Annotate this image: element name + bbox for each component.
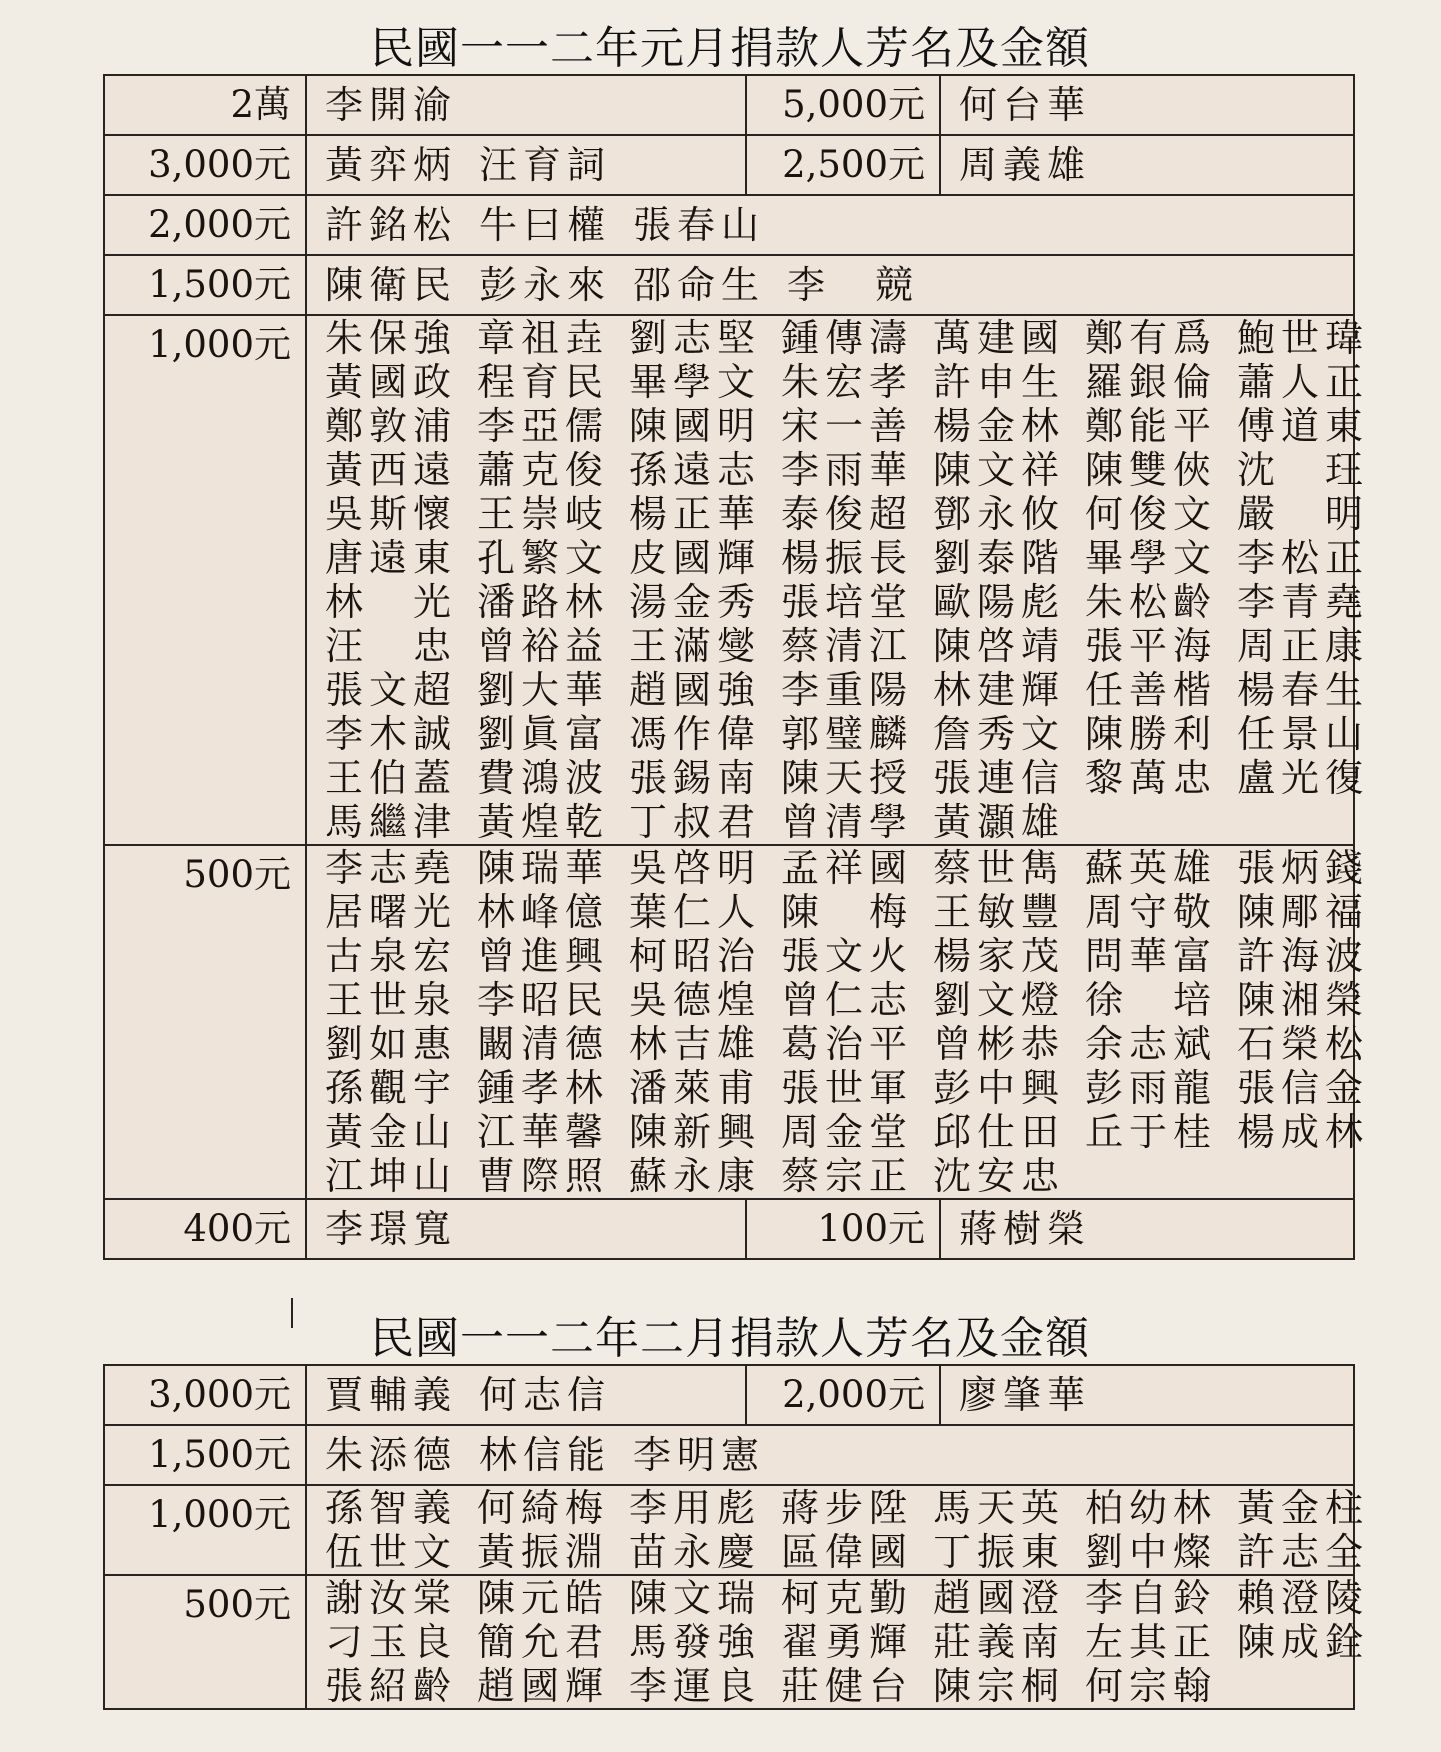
donor-name: 李開渝 bbox=[325, 83, 458, 127]
donor-name: 泰俊超 bbox=[781, 492, 914, 536]
donor-name: 李昭民 bbox=[477, 978, 610, 1022]
donor-name: 畢學文 bbox=[1085, 536, 1218, 580]
donor-name: 張文火 bbox=[781, 934, 914, 978]
donor-name: 孫遠志 bbox=[629, 448, 762, 492]
donor-name: 鍾傳濤 bbox=[781, 316, 914, 360]
donor-name: 陳勝利 bbox=[1085, 712, 1218, 756]
donor-name: 黃國政 bbox=[325, 360, 458, 404]
donor-name: 謝汝棠 bbox=[325, 1576, 458, 1620]
donor-name: 孫智義 bbox=[325, 1486, 458, 1530]
donor-name: 宋一善 bbox=[781, 404, 914, 448]
february-title: 民國一一二年二月捐款人芳名及金額 bbox=[370, 1313, 1090, 1364]
names-grid bbox=[325, 1576, 1370, 1708]
donor-name: 張培堂 bbox=[781, 580, 914, 624]
donor-name: 孔繁文 bbox=[477, 536, 610, 580]
donor-name: 柯克勤 bbox=[781, 1576, 914, 1620]
donor-name: 詹秀文 bbox=[933, 712, 1066, 756]
amount-cell: 5,000元 bbox=[747, 76, 941, 134]
donor-name: 王滿燮 bbox=[629, 624, 762, 668]
donor-name: 畢學文 bbox=[629, 360, 762, 404]
donor-name: 張文超 bbox=[325, 668, 458, 712]
donor-name: 皮國輝 bbox=[629, 536, 762, 580]
donor-name: 嚴 明 bbox=[1237, 492, 1370, 536]
donor-name: 林信能 bbox=[479, 1433, 612, 1477]
names-list bbox=[307, 1200, 747, 1258]
donor-name: 楊金林 bbox=[933, 404, 1066, 448]
table-row bbox=[104, 1575, 1354, 1709]
donor-name: 林峰億 bbox=[477, 890, 610, 934]
donor-name: 王敏豐 bbox=[933, 890, 1066, 934]
donor-name: 賴澄陵 bbox=[1237, 1576, 1370, 1620]
donor-name: 黃弈炳 bbox=[325, 143, 458, 187]
donor-name: 彭雨龍 bbox=[1085, 1066, 1218, 1110]
donor-name: 楊振長 bbox=[781, 536, 914, 580]
donor-name: 劉志堅 bbox=[629, 316, 762, 360]
amount-cell: 400元 bbox=[104, 1199, 306, 1259]
donor-name: 蔡宗正 bbox=[781, 1154, 914, 1198]
amount-cell: 2,000元 bbox=[747, 1366, 941, 1424]
donor-name: 趙國強 bbox=[629, 668, 762, 712]
donor-name: 李璟寬 bbox=[325, 1207, 458, 1251]
donor-name: 石榮松 bbox=[1237, 1022, 1370, 1066]
donor-name: 古泉宏 bbox=[325, 934, 458, 978]
donor-name: 湯金秀 bbox=[629, 580, 762, 624]
donor-name: 何志信 bbox=[479, 1373, 612, 1417]
donor-name: 張連信 bbox=[933, 756, 1066, 800]
donor-name: 沈安忠 bbox=[933, 1154, 1066, 1198]
donor-name: 彭永來 bbox=[479, 263, 612, 307]
donor-name: 傅道東 bbox=[1237, 404, 1370, 448]
names-grid bbox=[325, 316, 1370, 844]
donor-name: 潘路林 bbox=[477, 580, 610, 624]
donor-name: 彭中興 bbox=[933, 1066, 1066, 1110]
donor-name: 李重陽 bbox=[781, 668, 914, 712]
donor-name: 李 競 bbox=[787, 263, 920, 307]
donor-name: 羅銀倫 bbox=[1085, 360, 1218, 404]
donor-name: 江坤山 bbox=[325, 1154, 458, 1198]
table-row bbox=[104, 75, 1354, 135]
names-grid bbox=[325, 846, 1370, 1198]
donor-name: 蕭人正 bbox=[1237, 360, 1370, 404]
donor-name: 翟勇輝 bbox=[781, 1620, 914, 1664]
donor-name: 任景山 bbox=[1237, 712, 1370, 756]
names-list bbox=[307, 76, 747, 134]
names-list bbox=[307, 136, 747, 194]
donor-name: 居曙光 bbox=[325, 890, 458, 934]
donor-name: 簡允君 bbox=[477, 1620, 610, 1664]
amount-cell: 1,000元 bbox=[104, 315, 306, 845]
donor-name: 張平海 bbox=[1085, 624, 1218, 668]
table-row bbox=[104, 845, 1354, 1199]
donor-name: 郭璧麟 bbox=[781, 712, 914, 756]
donor-name: 許志全 bbox=[1237, 1530, 1370, 1574]
donor-name: 趙國輝 bbox=[477, 1664, 610, 1708]
table-row bbox=[104, 1365, 1354, 1425]
donor-name: 章祖垚 bbox=[477, 316, 610, 360]
donor-name: 費鴻波 bbox=[477, 756, 610, 800]
donor-name: 何宗翰 bbox=[1085, 1664, 1218, 1708]
donor-name: 吳德煌 bbox=[629, 978, 762, 1022]
donor-name: 柯昭治 bbox=[629, 934, 762, 978]
donor-name: 蔡世雋 bbox=[933, 846, 1066, 890]
donor-name: 汪育詞 bbox=[479, 143, 612, 187]
donor-name: 楊正華 bbox=[629, 492, 762, 536]
donor-name: 曾清學 bbox=[781, 800, 914, 844]
amount-cell: 2萬 bbox=[104, 75, 306, 135]
donor-name: 張炳錢 bbox=[1237, 846, 1370, 890]
donor-name: 陳宗桐 bbox=[933, 1664, 1066, 1708]
donor-name: 江華馨 bbox=[477, 1110, 610, 1154]
donor-name: 劉眞富 bbox=[477, 712, 610, 756]
donor-name: 許海波 bbox=[1237, 934, 1370, 978]
donor-name: 鍾孝林 bbox=[477, 1066, 610, 1110]
donor-name: 苗永慶 bbox=[629, 1530, 762, 1574]
table-row bbox=[104, 255, 1354, 315]
amount-cell: 1,500元 bbox=[104, 1425, 306, 1485]
donor-name: 李木誠 bbox=[325, 712, 458, 756]
donor-name: 周義雄 bbox=[959, 143, 1092, 187]
names-list bbox=[307, 1366, 747, 1424]
donor-name: 曹際照 bbox=[477, 1154, 610, 1198]
names-list bbox=[941, 1200, 1353, 1258]
donor-name: 沈 玨 bbox=[1237, 448, 1370, 492]
donor-name: 黃振淵 bbox=[477, 1530, 610, 1574]
donor-name: 陳啓靖 bbox=[933, 624, 1066, 668]
donor-name: 鄭能平 bbox=[1085, 404, 1218, 448]
donor-name: 楊成林 bbox=[1237, 1110, 1370, 1154]
names-list bbox=[306, 195, 1354, 255]
donor-name: 黃煌乾 bbox=[477, 800, 610, 844]
names-grid bbox=[325, 1486, 1370, 1574]
donor-name: 邱仕田 bbox=[933, 1110, 1066, 1154]
donor-name: 李志堯 bbox=[325, 846, 458, 890]
donor-name: 李青堯 bbox=[1237, 580, 1370, 624]
donor-name: 孟祥國 bbox=[781, 846, 914, 890]
donor-name: 左其正 bbox=[1085, 1620, 1218, 1664]
donor-name: 曾裕益 bbox=[477, 624, 610, 668]
donor-name: 李雨華 bbox=[781, 448, 914, 492]
donor-name: 周守敬 bbox=[1085, 890, 1218, 934]
amount-cell: 3,000元 bbox=[104, 1365, 306, 1425]
amount-cell: 500元 bbox=[104, 845, 306, 1199]
donor-name: 劉文燈 bbox=[933, 978, 1066, 1022]
january-title: 民國一一二年元月捐款人芳名及金額 bbox=[370, 23, 1090, 74]
donor-name: 黃金柱 bbox=[1237, 1486, 1370, 1530]
donor-name: 陳新興 bbox=[629, 1110, 762, 1154]
donor-name: 曾仁志 bbox=[781, 978, 914, 1022]
donor-name: 汪 忠 bbox=[325, 624, 458, 668]
donor-name: 黃西遠 bbox=[325, 448, 458, 492]
donor-name: 鄧永攸 bbox=[933, 492, 1066, 536]
donor-name: 柏幼林 bbox=[1085, 1486, 1218, 1530]
donor-name: 劉如惠 bbox=[325, 1022, 458, 1066]
donor-name: 丁叔君 bbox=[629, 800, 762, 844]
february-donor-table bbox=[103, 1364, 1370, 1710]
donor-name: 王世泉 bbox=[325, 978, 458, 1022]
donor-name: 朱添德 bbox=[325, 1433, 458, 1477]
donor-name: 林吉雄 bbox=[629, 1022, 762, 1066]
donor-name: 林建輝 bbox=[933, 668, 1066, 712]
donor-name: 蘇永康 bbox=[629, 1154, 762, 1198]
donor-name: 周金堂 bbox=[781, 1110, 914, 1154]
donor-name: 鮑世瑋 bbox=[1237, 316, 1370, 360]
donor-name: 邵命生 bbox=[633, 263, 766, 307]
table-row bbox=[104, 1425, 1354, 1485]
donor-name: 萬建國 bbox=[933, 316, 1066, 360]
donor-name: 陳湘榮 bbox=[1237, 978, 1370, 1022]
donor-name: 陳天授 bbox=[781, 756, 914, 800]
donor-name: 劉中燦 bbox=[1085, 1530, 1218, 1574]
donor-name: 馮作偉 bbox=[629, 712, 762, 756]
donor-name: 王崇岐 bbox=[477, 492, 610, 536]
amount-cell: 3,000元 bbox=[104, 135, 306, 195]
donor-name: 蔣樹榮 bbox=[959, 1207, 1092, 1251]
donor-name: 廖肇華 bbox=[959, 1373, 1092, 1417]
donor-name: 潘萊甫 bbox=[629, 1066, 762, 1110]
donor-name: 余志斌 bbox=[1085, 1022, 1218, 1066]
donor-name: 吳斯懷 bbox=[325, 492, 458, 536]
donor-name: 朱保強 bbox=[325, 316, 458, 360]
amount-cell: 1,500元 bbox=[104, 255, 306, 315]
donor-name: 莊健台 bbox=[781, 1664, 914, 1708]
donor-name: 刁玉良 bbox=[325, 1620, 458, 1664]
donor-name: 馬繼津 bbox=[325, 800, 458, 844]
donor-name: 莊義南 bbox=[933, 1620, 1066, 1664]
donor-name: 李明憲 bbox=[633, 1433, 766, 1477]
amount-cell: 500元 bbox=[104, 1575, 306, 1709]
donor-name: 葛治平 bbox=[781, 1022, 914, 1066]
donor-name: 陳文祥 bbox=[933, 448, 1066, 492]
donor-name: 孫觀宇 bbox=[325, 1066, 458, 1110]
donor-name: 李用彪 bbox=[629, 1486, 762, 1530]
donor-name: 劉大華 bbox=[477, 668, 610, 712]
donor-name: 朱宏孝 bbox=[781, 360, 914, 404]
donor-name: 區偉國 bbox=[781, 1530, 914, 1574]
donor-name: 黃金山 bbox=[325, 1110, 458, 1154]
donor-name: 曾彬恭 bbox=[933, 1022, 1066, 1066]
donor-name: 李亞儒 bbox=[477, 404, 610, 448]
donor-name: 蔣步陞 bbox=[781, 1486, 914, 1530]
table-row bbox=[104, 1485, 1354, 1575]
donor-name: 陳郮福 bbox=[1237, 890, 1370, 934]
table-row bbox=[104, 315, 1354, 845]
donor-name: 林 光 bbox=[325, 580, 458, 624]
donor-name: 陳雙俠 bbox=[1085, 448, 1218, 492]
donor-name: 李運良 bbox=[629, 1664, 762, 1708]
table-row bbox=[104, 135, 1354, 195]
donor-name: 黃灝雄 bbox=[933, 800, 1066, 844]
donor-name: 何綺梅 bbox=[477, 1486, 610, 1530]
donor-name: 葉仁人 bbox=[629, 890, 762, 934]
donor-name: 陳國明 bbox=[629, 404, 762, 448]
donor-name: 歐陽彪 bbox=[933, 580, 1066, 624]
amount-cell: 2,500元 bbox=[747, 136, 941, 194]
table-row bbox=[104, 195, 1354, 255]
table-row bbox=[104, 1199, 1354, 1259]
donor-name: 鄭有爲 bbox=[1085, 316, 1218, 360]
donor-name: 蕭克俊 bbox=[477, 448, 610, 492]
donor-name: 張信金 bbox=[1237, 1066, 1370, 1110]
donor-name: 闞清德 bbox=[477, 1022, 610, 1066]
donor-name: 許銘松 bbox=[325, 203, 458, 247]
names-list bbox=[941, 136, 1353, 194]
donor-name: 趙國澄 bbox=[933, 1576, 1066, 1620]
donor-name: 陳瑞華 bbox=[477, 846, 610, 890]
donor-name: 蘇英雄 bbox=[1085, 846, 1218, 890]
donor-name: 黎萬忠 bbox=[1085, 756, 1218, 800]
donor-name: 伍世文 bbox=[325, 1530, 458, 1574]
donor-name: 陳衛民 bbox=[325, 263, 458, 307]
donor-name: 許申生 bbox=[933, 360, 1066, 404]
donor-name: 馬發強 bbox=[629, 1620, 762, 1664]
names-list bbox=[941, 1366, 1353, 1424]
names-list bbox=[306, 255, 1354, 315]
donor-name: 王伯蓋 bbox=[325, 756, 458, 800]
donor-name: 張紹齡 bbox=[325, 1664, 458, 1708]
donor-name: 陳元皓 bbox=[477, 1576, 610, 1620]
donor-name: 賈輔義 bbox=[325, 1373, 458, 1417]
donor-name: 任善楷 bbox=[1085, 668, 1218, 712]
names-list bbox=[941, 76, 1353, 134]
donor-name: 問華富 bbox=[1085, 934, 1218, 978]
amount-cell: 100元 bbox=[747, 1200, 941, 1258]
donor-name: 張錫南 bbox=[629, 756, 762, 800]
donor-name: 何俊文 bbox=[1085, 492, 1218, 536]
amount-cell: 2,000元 bbox=[104, 195, 306, 255]
donor-name: 牛曰權 bbox=[479, 203, 612, 247]
donor-name: 程育民 bbox=[477, 360, 610, 404]
donor-name: 李自鈴 bbox=[1085, 1576, 1218, 1620]
donor-name: 陳文瑞 bbox=[629, 1576, 762, 1620]
donor-name: 張世軍 bbox=[781, 1066, 914, 1110]
donor-name: 楊家茂 bbox=[933, 934, 1066, 978]
donor-name: 吳啓明 bbox=[629, 846, 762, 890]
donor-name: 曾進興 bbox=[477, 934, 610, 978]
amount-cell: 1,000元 bbox=[104, 1485, 306, 1575]
donor-name: 劉泰階 bbox=[933, 536, 1066, 580]
donor-name: 朱松齡 bbox=[1085, 580, 1218, 624]
donor-name: 鄭敦浦 bbox=[325, 404, 458, 448]
donor-name: 徐 培 bbox=[1085, 978, 1218, 1022]
donor-name: 唐遠東 bbox=[325, 536, 458, 580]
donor-name: 周正康 bbox=[1237, 624, 1370, 668]
donor-name: 張春山 bbox=[633, 203, 766, 247]
january-donor-table bbox=[103, 74, 1370, 1260]
donor-name: 蔡清江 bbox=[781, 624, 914, 668]
donor-name: 李松正 bbox=[1237, 536, 1370, 580]
donor-name: 盧光復 bbox=[1237, 756, 1370, 800]
donor-name: 陳 梅 bbox=[781, 890, 914, 934]
donor-name: 馬天英 bbox=[933, 1486, 1066, 1530]
names-list bbox=[306, 1425, 1354, 1485]
donor-name: 何台華 bbox=[959, 83, 1092, 127]
donor-name: 楊春生 bbox=[1237, 668, 1370, 712]
donor-name: 丁振東 bbox=[933, 1530, 1066, 1574]
donor-name: 丘于桂 bbox=[1085, 1110, 1218, 1154]
donor-name: 陳成銓 bbox=[1237, 1620, 1370, 1664]
